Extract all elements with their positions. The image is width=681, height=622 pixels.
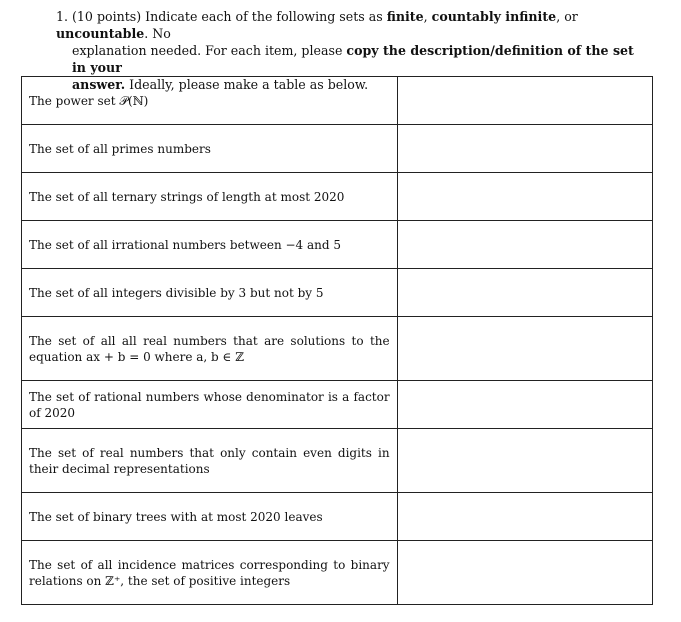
separator: , or [556, 9, 578, 24]
set-description: The set of all ternary strings of length at most 2020 [22, 173, 398, 221]
table-row [22, 269, 653, 317]
keyword-uncountable: uncountable [56, 26, 145, 41]
set-description: The set of rational numbers whose denominator is a factor of 2020 [22, 381, 398, 429]
sets-table [21, 76, 653, 605]
table-row [22, 493, 653, 541]
set-description: The set of all all real numbers that are solutions to the equation ax + b = 0 where a, b ∈ ℤ [22, 317, 398, 381]
set-description: The set of all irrational numbers between −4 and 5 [22, 221, 398, 269]
answer-cell[interactable] [397, 77, 652, 125]
table-instruction: Ideally, please make a table as below. [125, 77, 369, 92]
set-description: The set of all integers divisible by 3 but not by 5 [22, 269, 398, 317]
set-description: The set of binary trees with at most 2020 leaves [22, 493, 398, 541]
answer-cell[interactable] [397, 221, 652, 269]
answer-cell[interactable] [397, 493, 652, 541]
set-description: The set of all incidence matrices corresponding to binary relations on ℤ⁺, the set of positive integers [22, 541, 398, 605]
table-row [22, 317, 653, 381]
copy-instruction: copy the description/definition of the set in your [72, 43, 634, 75]
table-row [22, 381, 653, 429]
copy-instruction-end: answer. [72, 77, 126, 92]
set-description: The power set 𝒫(ℕ) [22, 77, 398, 125]
question-number: 1. [56, 9, 69, 24]
table-row [22, 541, 653, 605]
keyword-countably-infinite: countably infinite [431, 9, 557, 24]
set-description: The set of real numbers that only contain even digits in their decimal representations [22, 429, 398, 493]
table-row [22, 429, 653, 493]
answer-cell[interactable] [397, 381, 652, 429]
table-row [22, 221, 653, 269]
separator: , [423, 9, 432, 24]
answer-cell[interactable] [397, 317, 652, 381]
question-intro: (10 points) Indicate each of the following sets as [72, 9, 387, 24]
question-line-2 [56, 42, 636, 76]
table-row [22, 173, 653, 221]
answer-cell[interactable] [397, 541, 652, 605]
answer-cell[interactable] [397, 173, 652, 221]
question-text-fragment: . No [144, 26, 171, 41]
answer-cell[interactable] [397, 269, 652, 317]
keyword-finite: finite [386, 9, 424, 24]
answer-cell[interactable] [397, 429, 652, 493]
table-row [22, 77, 653, 125]
question-line-1 [56, 8, 636, 42]
answer-cell[interactable] [397, 125, 652, 173]
table-row [22, 125, 653, 173]
set-description: The set of all primes numbers [22, 125, 398, 173]
question-text-fragment: explanation needed. For each item, please [72, 43, 347, 58]
